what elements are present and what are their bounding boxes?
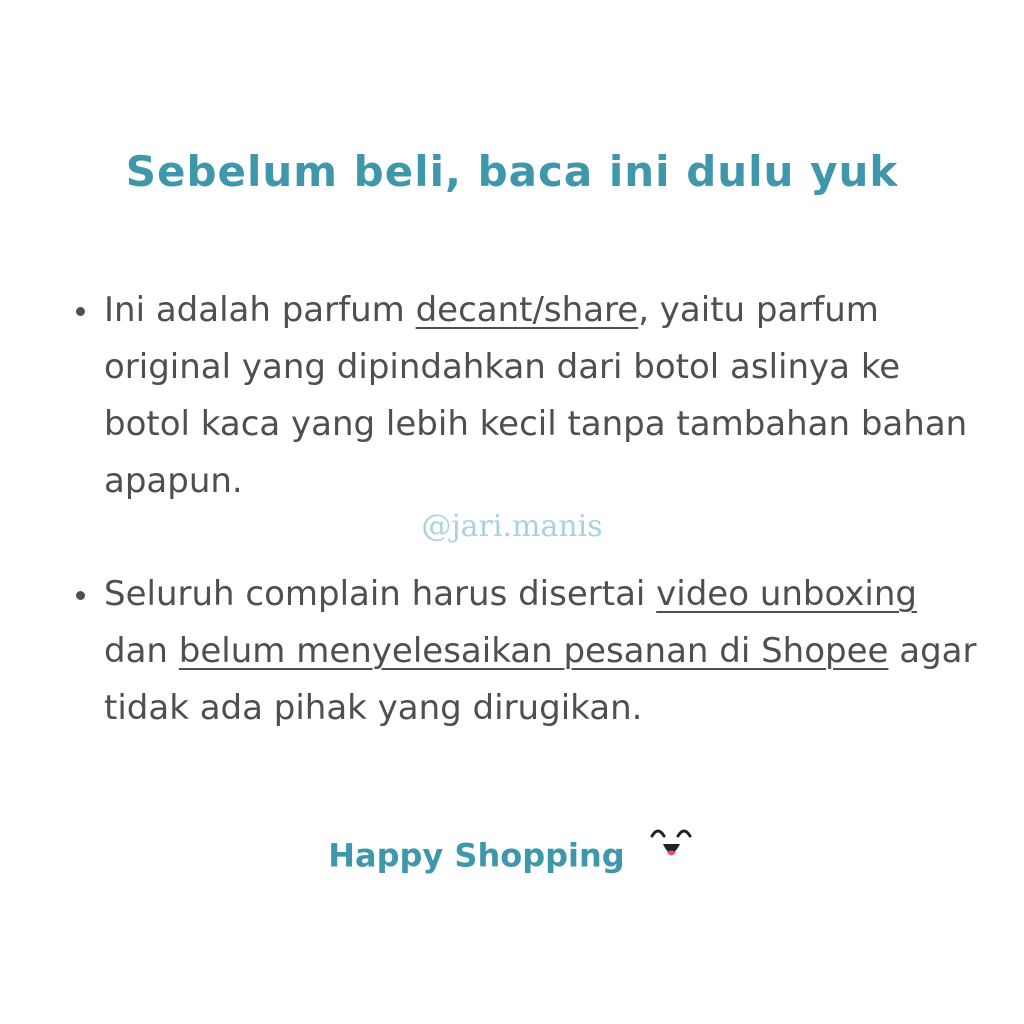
page-title: Sebelum beli, baca ini dulu yuk	[125, 147, 899, 196]
bullet-text-pre: Seluruh complain harus disertai	[104, 574, 657, 614]
list-item	[104, 566, 984, 737]
list-item	[104, 282, 984, 510]
bullet-text-mid: dan	[104, 631, 179, 671]
bullet-text-post: agar tidak ada pihak yang dirugikan.	[104, 631, 977, 728]
happy-face-icon	[648, 822, 696, 889]
underlined-term: belum menyelesaikan pesanan di Shopee	[178, 631, 889, 671]
footer	[0, 822, 1024, 889]
watermark: @jari.manis	[421, 509, 603, 544]
bullet-dot	[76, 307, 85, 316]
footer-text: Happy Shopping	[328, 836, 625, 875]
underlined-term: decant/share	[415, 290, 639, 330]
bullet-text-post: , yaitu parfum original yang dipindahkan dari botol aslinya ke botol kaca yang lebih kecil tanpa tambahan bahan apapun.	[104, 290, 968, 501]
bullet-text-pre: Ini adalah parfum	[104, 290, 416, 330]
underlined-term: video unboxing	[656, 574, 917, 614]
bullet-dot	[76, 591, 85, 600]
